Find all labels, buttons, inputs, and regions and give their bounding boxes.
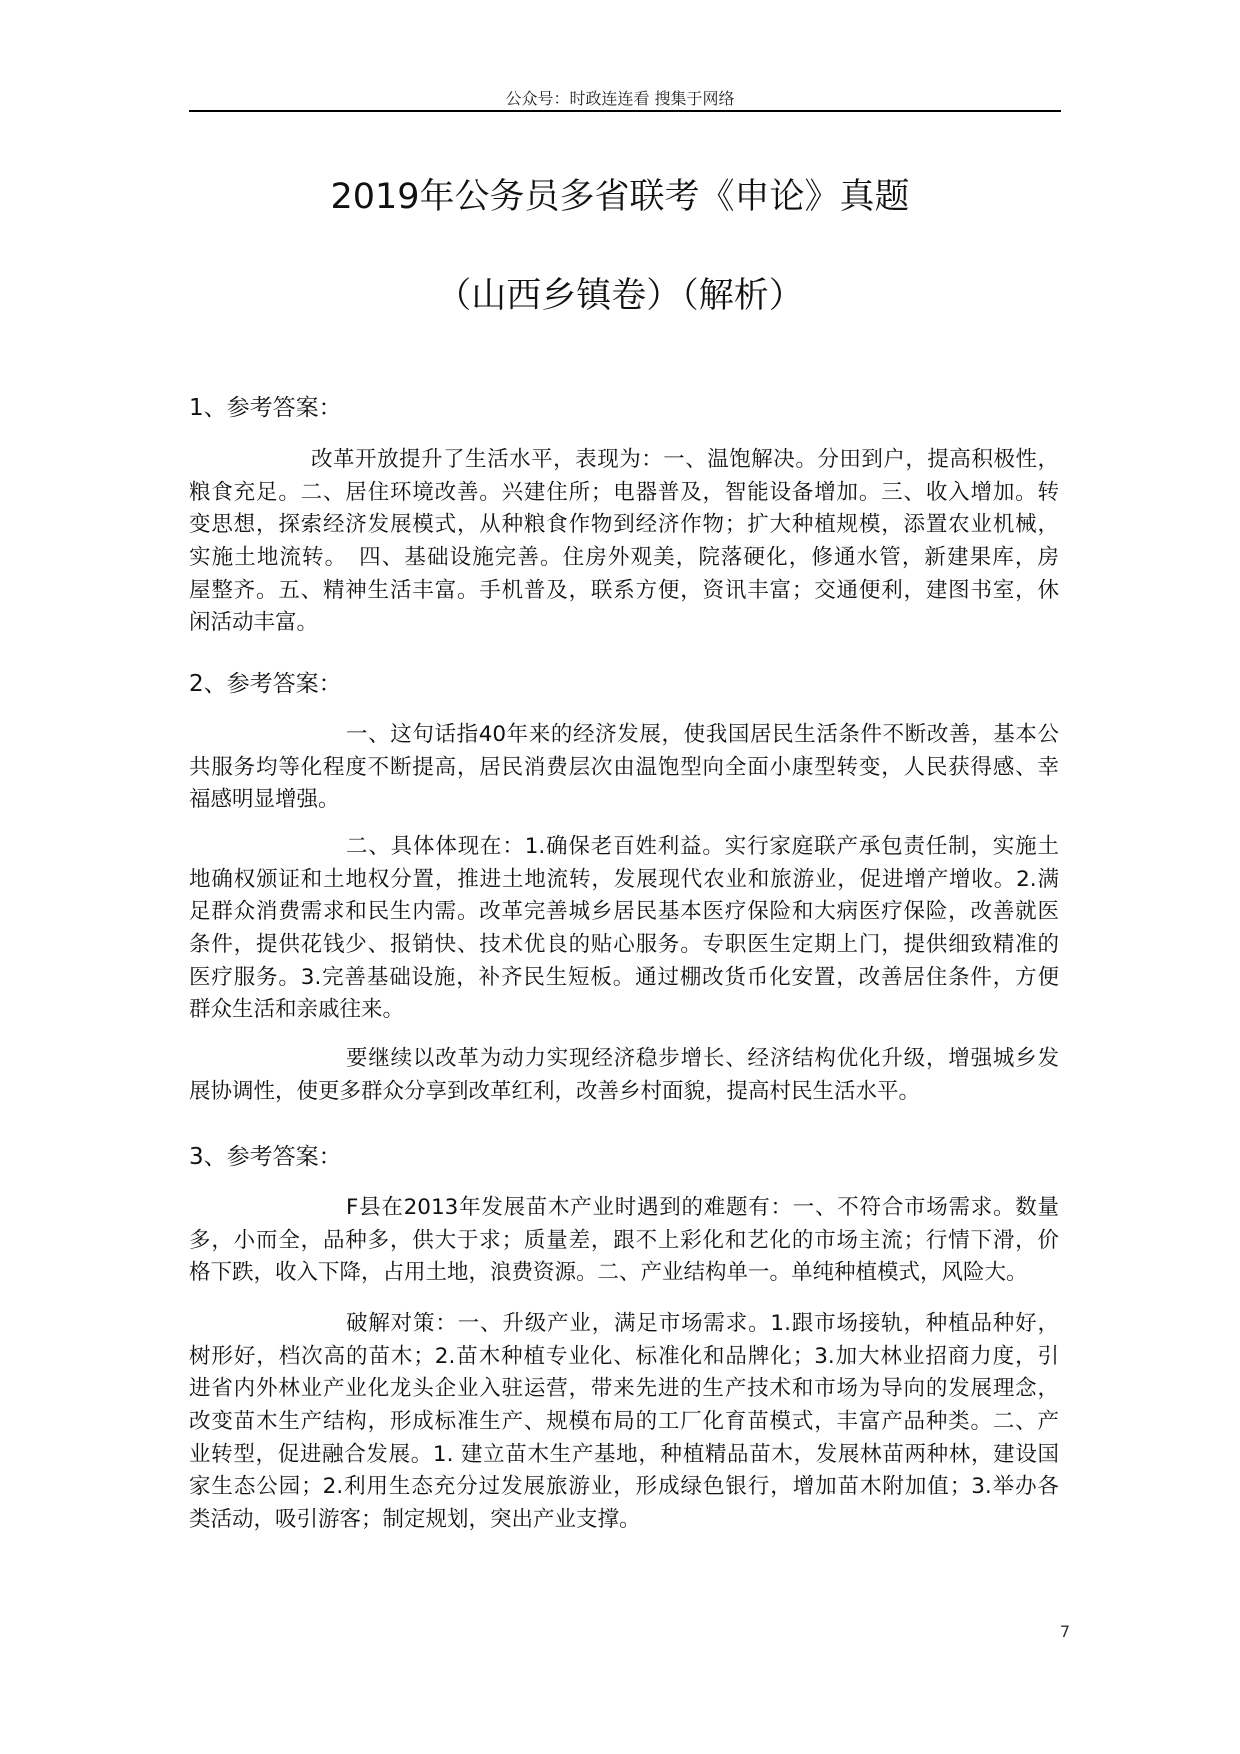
text-line: 福感明显增强。 xyxy=(189,787,340,813)
paragraph xyxy=(189,831,1059,1027)
text-line: 要继续以改革为动力实现经济稳步增长、经济结构优化升级，增强城乡发 xyxy=(346,1046,1059,1071)
text-line: 二、具体体现在：1.确保老百姓利益。实行家庭联产承包责任制，实施土 xyxy=(346,834,1059,859)
text-line: 类活动，吸引游客；制定规划，突出产业支撑。 xyxy=(189,1507,641,1533)
section-heading-2: 2、参考答案： xyxy=(189,671,342,697)
paragraph xyxy=(189,1308,1059,1537)
text-line: 展协调性，使更多群众分享到改革红利，改善乡村面貌，提高村民生活水平。 xyxy=(189,1078,921,1104)
text-line: 进省内外林业产业化龙头企业入驻运营，带来先进的生产技术和市场为导向的发展理念， xyxy=(189,1376,1059,1402)
text-line: 地确权颁证和土地权分置，推进土地流转，发展现代农业和旅游业，促进增产增收。2.满 xyxy=(189,866,1059,892)
running-header: 公众号：时政连连看 搜集于网络 xyxy=(505,89,735,108)
text-line: 多，小而全，品种多，供大于求；质量差，跟不上彩化和艺化的市场主流；行情下滑，价 xyxy=(189,1227,1059,1253)
text-line: 足群众消费需求和民生内需。改革完善城乡居民基本医疗保险和大病医疗保险，改善就医 xyxy=(189,899,1059,925)
text-line: 医疗服务。3.完善基础设施，补齐民生短板。通过棚改货币化安置，改善居住条件，方便 xyxy=(189,964,1059,990)
text-line: 一、这句话指40年来的经济发展，使我国居民生活条件不断改善，基本公 xyxy=(346,722,1059,747)
page-number: 7 xyxy=(1059,1622,1070,1641)
text-line: 共服务均等化程度不断提高，居民消费层次由温饱型向全面小康型转变，人民获得感、幸 xyxy=(189,754,1059,780)
text-line: 格下跌，收入下降，占用土地，浪费资源。二、产业结构单一。单纯种植模式，风险大。 xyxy=(189,1260,1028,1286)
text-line: 业转型，促进融合发展。1. 建立苗木生产基地，种植精品苗木，发展林苗两种林，建设国 xyxy=(189,1441,1059,1467)
text-line: 屋整齐。五、精神生活丰富。手机普及，联系方便，资讯丰富；交通便利，建图书室，休 xyxy=(189,577,1059,603)
text-line: 实施土地流转。 四、基础设施完善。住房外观美，院落硬化，修通水管，新建果库，房 xyxy=(189,545,1059,571)
header-rule xyxy=(189,110,1061,112)
text-line: 家生态公园；2.利用生态充分过发展旅游业，形成绿色银行，增加苗木附加值；3.举办各 xyxy=(189,1474,1059,1500)
text-line: F县在2013年发展苗木产业时遇到的难题有：一、不符合市场需求。数量 xyxy=(346,1195,1059,1220)
text-line: 粮食充足。二、居住环境改善。兴建住所；电器普及，智能设备增加。三、收入增加。转 xyxy=(189,479,1059,505)
paragraph xyxy=(189,444,1059,640)
section-heading-1: 1、参考答案： xyxy=(189,395,342,421)
text-line: 改变苗木生产结构，形成标准生产、规模布局的工厂化育苗模式，丰富产品种类。二、产 xyxy=(189,1409,1059,1435)
text-line: 条件，提供花钱少、报销快、技术优良的贴心服务。专职医生定期上门，提供细致精准的 xyxy=(189,932,1059,958)
text-line: 破解对策：一、升级产业，满足市场需求。1.跟市场接轨，种植品种好， xyxy=(346,1311,1059,1336)
document-title: 2019年公务员多省联考《申论》真题 xyxy=(330,177,910,217)
text-line: 闲活动丰富。 xyxy=(189,610,319,636)
section-heading-3: 3、参考答案： xyxy=(189,1144,342,1170)
paragraph xyxy=(189,1192,1059,1290)
document-subtitle: （山西乡镇卷）（解析） xyxy=(436,276,804,316)
text-line: 变思想，探索经济发展模式，从种粮食作物到经济作物；扩大种植规模，添置农业机械， xyxy=(189,512,1059,538)
text-line: 群众生活和亲戚往来。 xyxy=(189,997,405,1023)
paragraph xyxy=(189,719,1059,817)
paragraph xyxy=(189,1043,1059,1108)
text-line: 改革开放提升了生活水平，表现为：一、温饱解决。分田到户，提高积极性， xyxy=(311,447,1059,472)
text-line: 树形好，档次高的苗木；2.苗木种植专业化、标准化和品牌化；3.加大林业招商力度，引 xyxy=(189,1343,1059,1369)
